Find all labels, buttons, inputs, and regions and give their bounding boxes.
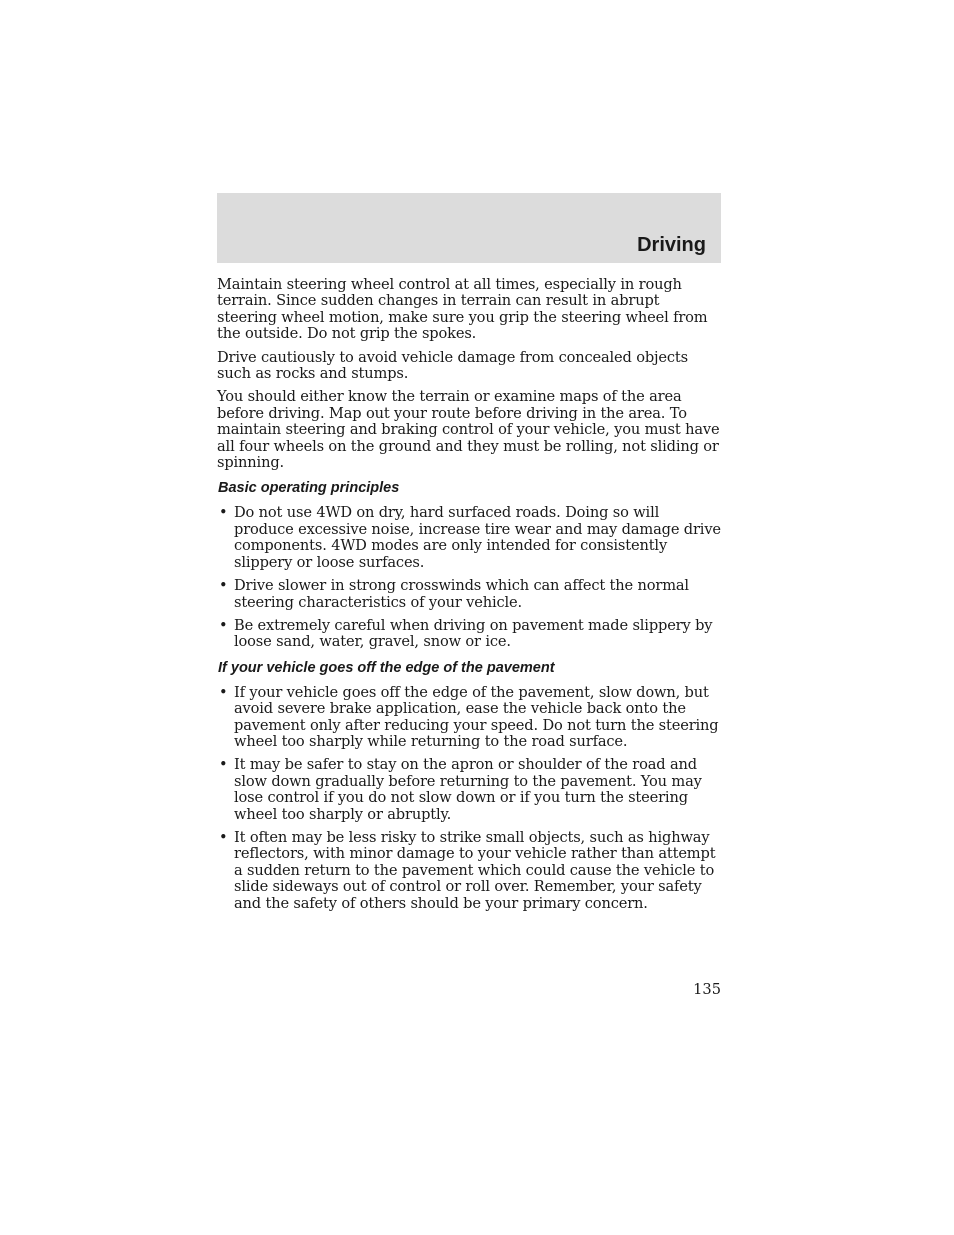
list-item-text: It often may be less risky to strike small objects, such as highway reflectors, with minor damage to your vehicle rather than attempt a sudden return to the pavement which could cause the vehicle to slide sideways out of control or roll over. Remember, your safety and the safety of others should be your primary concern. (234, 828, 716, 912)
bullet-list-off-pavement (217, 685, 723, 912)
intro-paragraph: You should either know the terrain or examine maps of the area before driving. Map out your route before driving in the area. To maintain steering and braking control of your vehicle, you must have all four wheels on the ground and they must be rolling, not sliding or spinning. (217, 388, 720, 472)
list-item (217, 685, 723, 751)
list-item (217, 578, 723, 611)
list-item-text: If your vehicle goes off the edge of the pavement, slow down, but avoid severe brake application, ease the vehicle back onto the pavement only after reducing your speed. Do not turn the steering wheel too sharply while returning to the road surface. (234, 683, 719, 750)
bullet-icon: • (219, 828, 228, 846)
list-item-text: It may be safer to stay on the apron or shoulder of the road and slow down gradually before returning to the pavement. You may lose control if you do not slow down or if you turn the steering wheel too sharply or abruptly. (234, 756, 702, 823)
intro-paragraph: Maintain steering wheel control at all times, especially in rough terrain. Since sudden changes in terrain can result in abrupt steering wheel motion, make sure you grip the steering wheel from the outside. Do not grip the spokes. (217, 276, 708, 343)
list-item-text: Be extremely careful when driving on pavement made slippery by loose sand, water, gravel, snow or ice. (234, 616, 713, 651)
list-item-text: Drive slower in strong crosswinds which can affect the normal steering characteristics of your vehicle. (234, 577, 689, 611)
list-item (217, 830, 723, 912)
bullet-icon: • (219, 504, 228, 522)
section-heading-basic-principles: Basic operating principles (218, 480, 400, 497)
list-item-text: Do not use 4WD on dry, hard surfaced roads. Doing so will produce excessive noise, increase tire wear and may damage drive components. 4WD modes are only intended for consistently slippery or loose surfaces. (234, 504, 721, 571)
section-header-band (217, 193, 721, 263)
section-heading-off-pavement: If your vehicle goes off the edge of the pavement (218, 659, 555, 676)
list-item (217, 618, 723, 651)
section-title: Driving (637, 234, 706, 256)
list-item (217, 505, 723, 571)
list-item (217, 757, 723, 823)
bullet-list-basic-principles (217, 505, 723, 650)
bullet-icon: • (219, 756, 228, 774)
intro-paragraph: Drive cautiously to avoid vehicle damage from concealed objects such as rocks and stumps. (217, 348, 688, 383)
bullet-icon: • (219, 616, 228, 634)
page-content (217, 277, 723, 919)
bullet-icon: • (219, 683, 228, 701)
bullet-icon: • (219, 577, 228, 595)
page-number: 135 (693, 981, 721, 998)
